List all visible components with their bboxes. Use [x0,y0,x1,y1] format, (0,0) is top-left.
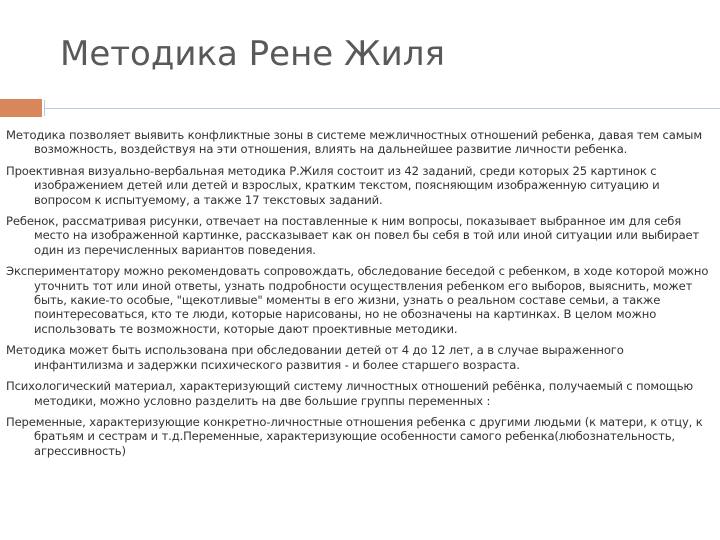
paragraph-4: Экспериментатору можно рекомендовать сопровождать, обследование беседой с ребенком, в ходе которой можно уточнить тот или иной ответы, узнать подробности осуществления ребенком его выборов, выяснить, может быть, какие-то особые, "щекотливые" моменты в его жизни, узнать о реальном составе семьи, а также поинтересоваться, кто те люди, которые нарисованы, но не обозначены на картинках. В целом можно использовать те возможности, которые дают проективные методики. [6,264,709,336]
paragraph-6: Психологический материал, характеризующий систему личностных отношений ребёнка, получаемый с помощью методики, можно условно разделить на две большие группы переменных : [6,379,694,408]
title-underline [44,108,720,109]
accent-square [0,99,42,117]
paragraph-7: Переменные, характеризующие конкретно-личностные отношения ребенка с другими людьми (к матери, к отцу, к братьям и сестрам и т.д.Переменные, характеризующие особенности самого ребенка(любознательность, агрессивность) [6,414,703,458]
slide-title: Методика Рене Жиля [60,34,445,74]
body-text [6,128,712,465]
paragraph-2: Проективная визуально-вербальная методика Р.Жиля состоит из 42 заданий, среди которых 25 картинок с изображением детей или детей и взрослых, кратким текстом, поясняющим изображенную ситуацию и вопросом к испытуемому, а также 17 текстовых заданий. [6,163,660,207]
paragraph-5: Методика может быть использована при обследовании детей от 4 до 12 лет, а в случае выраженного инфантилизма и задержки психического развития - и более старшего возраста. [6,343,624,372]
paragraph-3: Ребенок, рассматривая рисунки, отвечает на поставленные к ним вопросы, показывает выбранное им для себя место на изображенной картинке, рассказывает как он повел бы себя в той или иной ситуации или выбирает один из перечисленных вариантов поведения. [6,214,700,257]
paragraph-1: Методика позволяет выявить конфликтные зоны в системе межличностных отношений ребенка, давая тем самым возможность, воздействуя на эти отношения, влиять на дальнейшее развитие личности ребенка. [6,128,702,157]
